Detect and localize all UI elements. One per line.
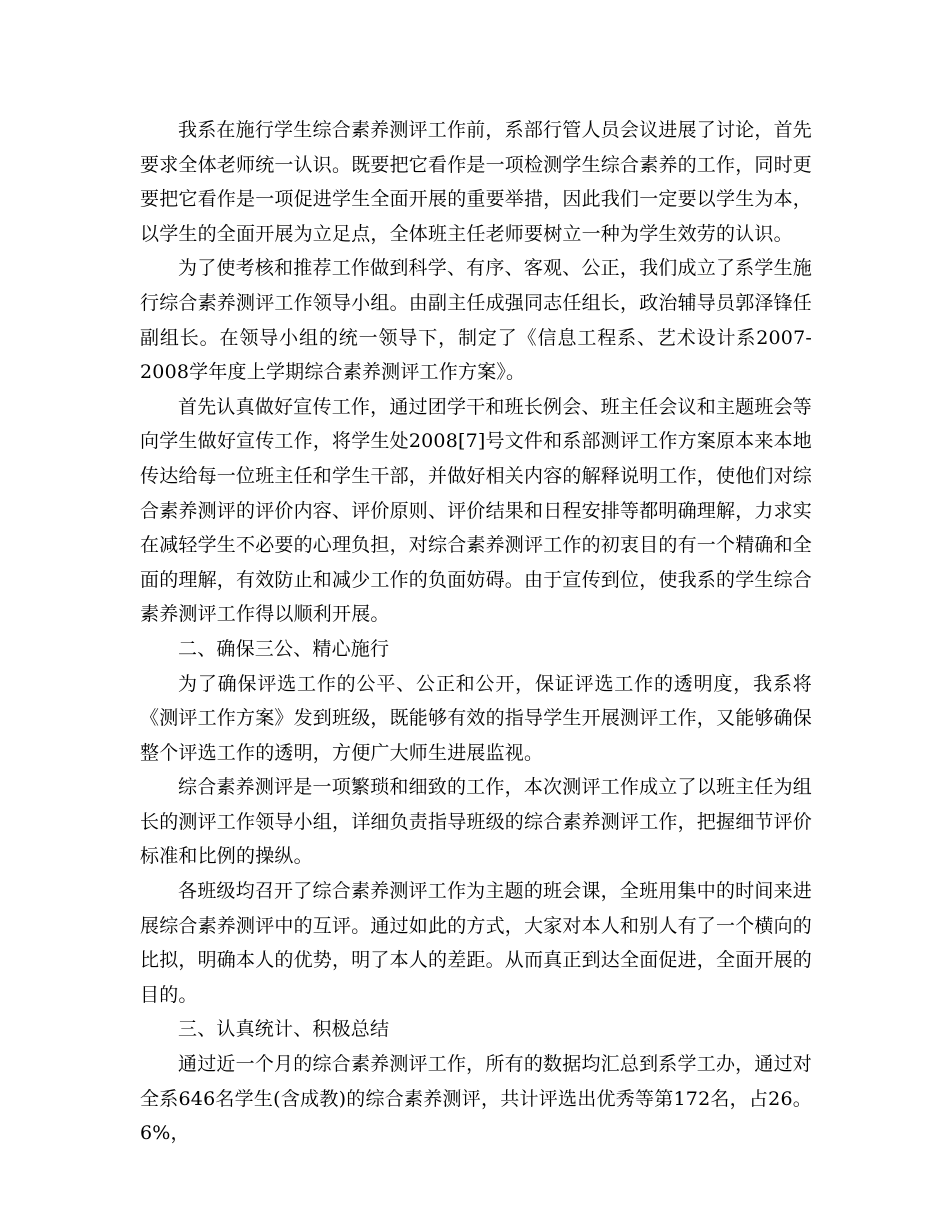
document-body xyxy=(140,113,812,1151)
paragraph-intro: 我系在施行学生综合素养测评工作前，系部行管人员会议进展了讨论，首先要求全体老师统一认识。既要把它看作是一项检测学生综合素养的工作，同时更要把它看作是一项促进学生全面开展的重要举措，因此我们一定要以学生为本，以学生的全面开展为立足点，全体班主任老师要树立一种为学生效劳的认识。 xyxy=(140,119,813,245)
paragraph-publicity: 首先认真做好宣传工作，通过团学干和班长例会、班主任会议和主题班会等向学生做好宣传工作，将学生处2008[7]号文件和系部测评工作方案原本来本地传达给每一位班主任和学生干部，并做好相关内容的解释说明工作，使他们对综合素养测评的评价内容、评价原则、评价结果和日程安排等都明确理解，力求实在减轻学生不必要的心理负担，对综合素养测评工作的初衷目的有一个精确和全面的理解，有效防止和减少工作的负面妨碍。由于宣传到位，使我系的学生综合素养测评工作得以顺利开展。 xyxy=(140,395,813,626)
section-heading-3: 三、认真统计、积极总结 xyxy=(178,1018,390,1041)
paragraph-leadership-group: 为了使考核和推荐工作做到科学、有序、客观、公正，我们成立了系学生施行综合素养测评工作领导小组。由副主任成强同志任组长，政治辅导员郭泽锋任副组长。在领导小组的统一领导下，制定了《信息工程系、艺术设计系2007-2008学年度上学期综合素养测评工作方案》。 xyxy=(140,257,813,384)
paragraph-class-groups: 综合素养测评是一项繁琐和细致的工作，本次测评工作成立了以班主任为组长的测评工作领导小组，详细负责指导班级的综合素养测评工作，把握细节评价标准和比例的操纵。 xyxy=(140,776,813,868)
paragraph-class-meetings: 各班级均召开了综合素养测评工作为主题的班会课，全班用集中的时间来进展综合素养测评中的互评。通过如此的方式，大家对本人和别人有了一个横向的比拟，明确本人的优势，明了本人的差距。从而真正到达全面促进，全面开展的目的。 xyxy=(140,880,813,1006)
paragraph-statistics: 通过近一个月的综合素养测评工作，所有的数据均汇总到系学工办，通过对全系646名学生(含成教)的综合素养测评，共计评选出优秀等第172名，占26。6%， xyxy=(140,1053,812,1145)
paragraph-transparency: 为了确保评选工作的公平、公正和公开，保证评选工作的透明度，我系将《测评工作方案》发到班级，既能够有效的指导学生开展测评工作，又能够确保整个评选工作的透明，方便广大师生进展监视。 xyxy=(140,672,813,764)
section-heading-2: 二、确保三公、精心施行 xyxy=(178,637,390,660)
